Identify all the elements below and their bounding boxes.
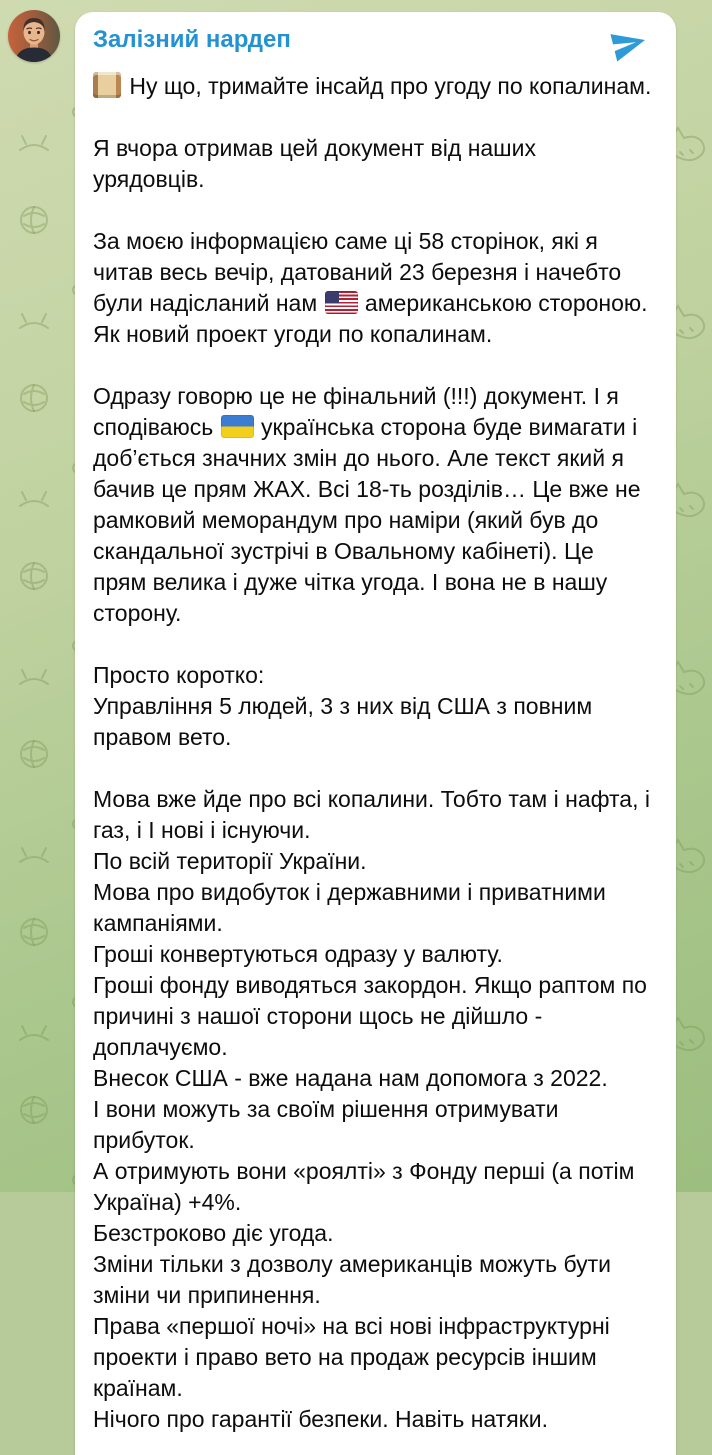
message-paragraph: Мова вже йде про всі копалини. Тобто там і нафта, і газ, і І нові і існуючи. По всій території України. Мова про видобуток і державними і приватними кампаніями. Гроші конвертуються одразу у валюту. Гроші фонду виводяться закордон. Якщо раптом по причині з нашої сторони щось не дійшло - доплачуємо. Внесок США - вже надана нам допомога з 2022. І вони можуть за своїм рішення отримувати прибуток. А отримують вони «роялті» з Фонду перші (а потім Україна) +4%. Безстроково діє угода. Зміни тільки з дозволу американців можуть бути зміни чи припинення. Права «першої ночі» на всі нові інфраструктурні проекти і право вето на продаж ресурсів іншим країнам. Нічого про гарантії безпеки. Навіть натяки. — [93, 786, 650, 1432]
scroll-icon — [93, 72, 121, 98]
message-text — [93, 71, 652, 1435]
avatar[interactable] — [8, 10, 60, 62]
message-paragraph: Ну що, тримайте інсайд про угоду по копалинам. — [93, 71, 652, 102]
message-bubble — [75, 12, 676, 1455]
paper-plane-icon[interactable] — [608, 26, 650, 62]
message-paragraph: Одразу говорю це не фінальний (!!!) документ. І я сподіваюсь українська сторона буде вимагати і доб’ється значних змін до нього. Але текст який я бачив це прям ЖАХ. Всі 18-ть розділів… Це вже не рамковий меморандум про наміри (який був до скандальної зустрічі в Овальному кабінеті). Це прям велика і дуже чітка угода. І вона не в нашу сторону. — [93, 383, 641, 626]
channel-name[interactable]: Залізний нардеп — [93, 26, 291, 53]
us-flag-icon — [325, 291, 358, 314]
ua-flag-icon — [221, 415, 254, 438]
avatar-photo — [8, 10, 60, 62]
message-paragraph: Я вчора отримав цей документ від наших урядовців. — [93, 135, 536, 192]
message-paragraph: За моєю інформацією саме ці 58 сторінок, які я читав весь вечір, датований 23 березня і начебто були надісланий нам американською стороною. Як новий проект угоди по копалинам. — [93, 228, 648, 347]
message-paragraph: Просто коротко: Управління 5 людей, 3 з них від США з повним правом вето. — [93, 662, 593, 750]
message-header — [93, 25, 652, 62]
